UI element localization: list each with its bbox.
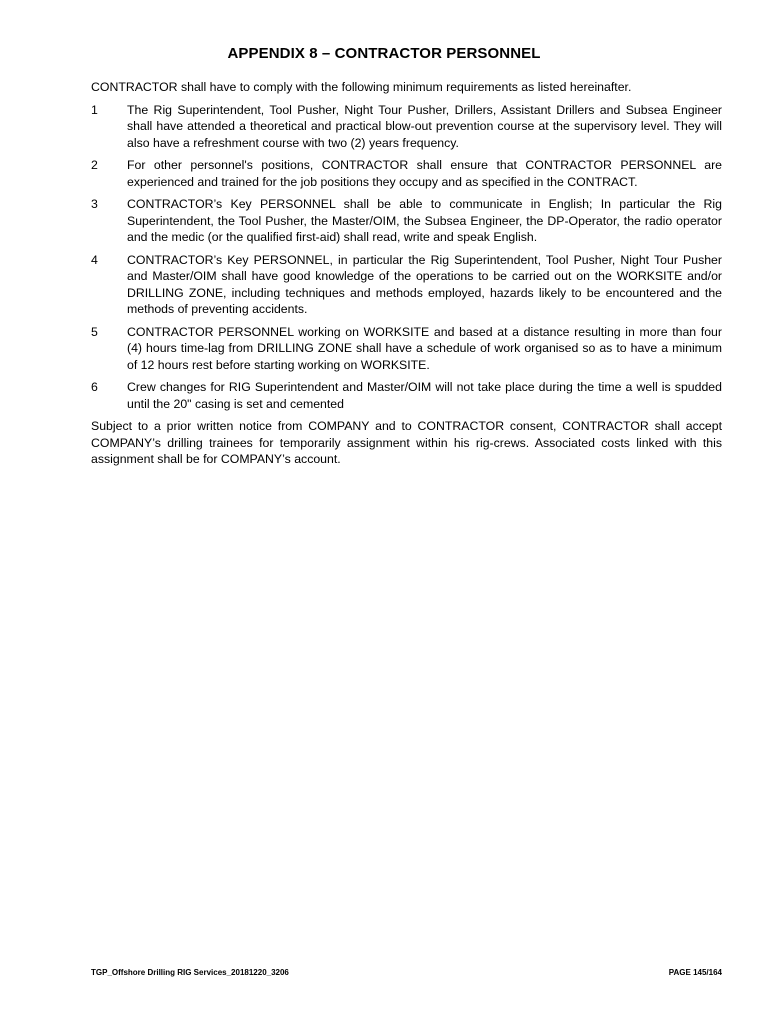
page-title: APPENDIX 8 – CONTRACTOR PERSONNEL (227, 45, 541, 62)
clause-number: 2 (91, 158, 98, 172)
clause-text: CONTRACTOR’s Key PERSONNEL, in particular the Rig Superintendent, Tool Pusher, Night Tour Pusher and Master/OIM shall have good knowledge of the operations to be carried out on the WORKSITE and/or DRILLING ZONE, including techniques and methods employed, hazards likely to be encountered and the methods of preventing accidents. (127, 252, 722, 316)
clause-number: 6 (91, 380, 98, 394)
document-body (91, 79, 722, 468)
closing-paragraph: Subject to a prior written notice from COMPANY and to CONTRACTOR consent, CONTRACTOR shall accept COMPANY’s drilling trainees for temporarily assignment within his rig-crews. Associated costs linked with this assignment shall be for COMPANY’s account. (91, 419, 722, 466)
clause-text: The Rig Superintendent, Tool Pusher, Night Tour Pusher, Drillers, Assistant Drillers and Subsea Engineer shall have attended a theoretical and practical blow-out prevention course at the supervisory level. They will also have a refreshment course with two (2) years frequency. (127, 102, 722, 150)
intro-paragraph: CONTRACTOR shall have to comply with the following minimum requirements as listed hereinafter. (91, 80, 632, 94)
clause-text: For other personnel's positions, CONTRACTOR shall ensure that CONTRACTOR PERSONNEL are experienced and trained for the job positions they occupy and as specified in the CONTRACT. (127, 158, 722, 189)
clause-item (91, 157, 722, 190)
footer-document-reference: TGP_Offshore Drilling RIG Services_20181220_3206 (91, 968, 289, 977)
clause-list (91, 102, 722, 413)
clause-item (91, 379, 722, 412)
clause-item (91, 102, 722, 152)
clause-text: Crew changes for RIG Superintendent and Master/OIM will not take place during the time a well is spudded until the 20" casing is set and cemented (127, 380, 722, 411)
clause-number: 1 (91, 102, 98, 117)
clause-item (91, 196, 722, 246)
footer-page-number: PAGE 145/164 (668, 968, 722, 977)
clause-text: CONTRACTOR’s Key PERSONNEL shall be able to communicate in English; In particular the Rig Superintendent, the Tool Pusher, the Master/OIM, the Subsea Engineer, the DP-Operator, the radio operator and the medic (or the qualified first-aid) shall read, write and speak English. (127, 197, 722, 244)
clause-number: 3 (91, 197, 98, 211)
clause-item (91, 252, 722, 318)
clause-number: 4 (91, 252, 98, 267)
clause-item (91, 324, 722, 374)
clause-number: 5 (91, 324, 98, 339)
clause-text: CONTRACTOR PERSONNEL working on WORKSITE and based at a distance resulting in more than four (4) hours time-lag from DRILLING ZONE shall have a schedule of work organised so as to have a minimum of 12 hours rest before starting working on WORKSITE. (127, 324, 722, 372)
